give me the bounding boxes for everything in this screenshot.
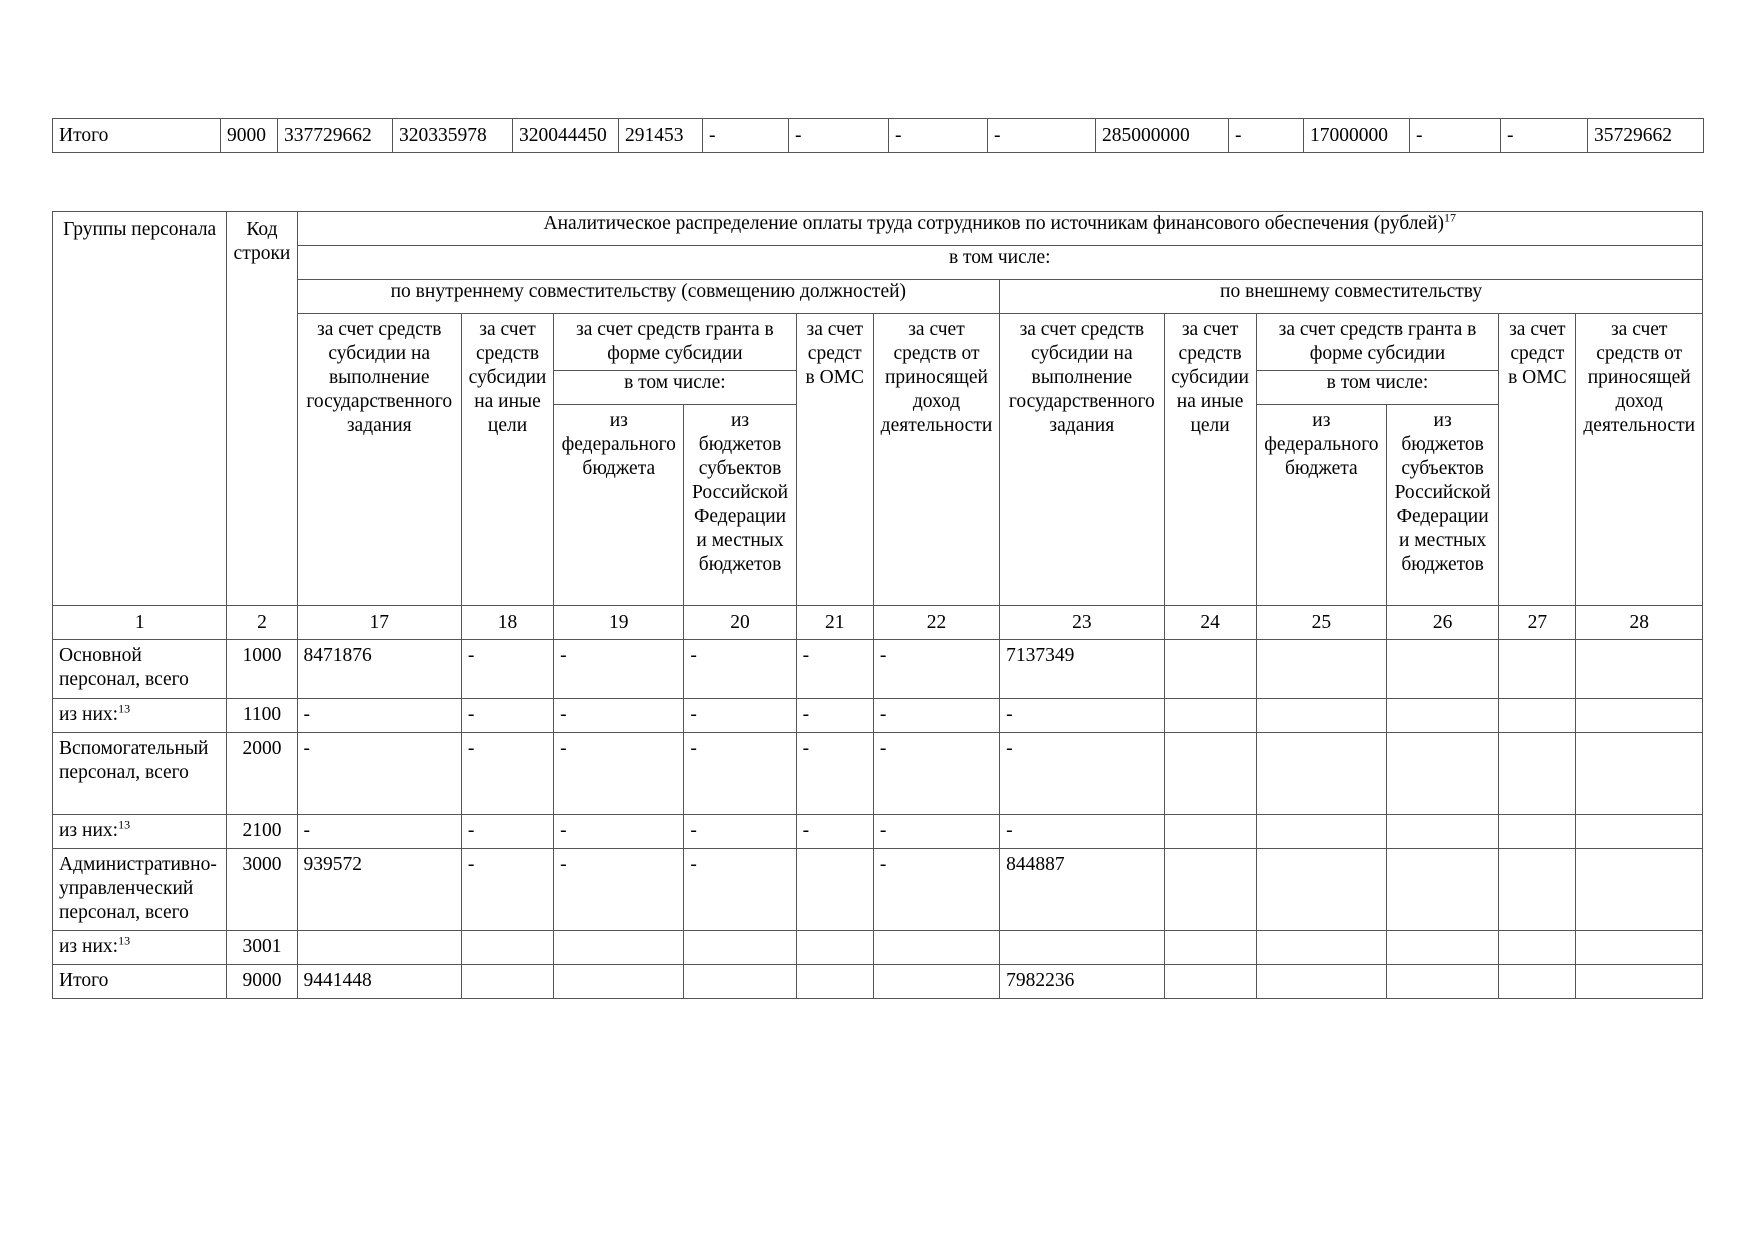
header-code: Код строки — [227, 212, 297, 606]
cell-value: - — [554, 640, 684, 699]
row-code: 3001 — [227, 931, 297, 965]
cell-value — [461, 965, 553, 999]
summary-label: Итого — [53, 119, 221, 153]
header-internal-oms: за счет средст в ОМС — [796, 314, 873, 606]
footnote-marker: 13 — [118, 701, 131, 716]
header-internal-regional: из бюджетов субъектов Российской Федерации и местных бюджетов — [684, 405, 796, 606]
cell-value — [1387, 965, 1499, 999]
summary-total-table — [52, 118, 1704, 153]
header-including: в том числе: — [297, 246, 1702, 280]
cell-value — [1164, 733, 1256, 815]
table-row — [53, 733, 1703, 815]
row-code: 9000 — [227, 965, 297, 999]
row-code: 2000 — [227, 733, 297, 815]
table-row — [53, 849, 1703, 931]
row-label-text: из них: — [59, 704, 119, 725]
column-number: 2 — [227, 606, 297, 640]
summary-value: 320335978 — [393, 119, 513, 153]
header-title: Аналитическое распределение оплаты труда сотрудников по источникам финансового обеспечения (рублей)$^{17}$ — [297, 212, 1702, 246]
summary-total-row — [53, 119, 1704, 153]
header-groups: Группы персонала — [53, 212, 227, 606]
summary-value: 17000000 — [1304, 119, 1410, 153]
cell-value: - — [684, 815, 796, 849]
cell-value — [1576, 931, 1703, 965]
footnote-marker: 13 — [118, 817, 131, 832]
cell-value: - — [873, 699, 999, 733]
table-row — [53, 699, 1703, 733]
header-internal-income: за счет средств от приносящей доход деятельности — [873, 314, 999, 606]
cell-value: - — [796, 815, 873, 849]
cell-value: - — [554, 733, 684, 815]
cell-value — [1576, 965, 1703, 999]
column-number: 27 — [1499, 606, 1576, 640]
table-row — [53, 965, 1703, 999]
cell-value: - — [873, 733, 999, 815]
cell-value — [1164, 931, 1256, 965]
header-external-subsidy-other: за счет средств субсидии на иные цели — [1164, 314, 1256, 606]
cell-value: - — [461, 733, 553, 815]
payroll-distribution-table — [52, 211, 1703, 999]
cell-value — [1256, 640, 1386, 699]
row-label-text: Основной персонал, всего — [59, 645, 189, 690]
cell-value — [1164, 965, 1256, 999]
row-label — [53, 733, 227, 815]
row-label-text: Итого — [59, 970, 109, 991]
cell-value: 939572 — [297, 849, 461, 931]
header-internal-grant-including: в том числе: — [554, 371, 797, 405]
cell-value — [1256, 815, 1386, 849]
row-code: 2100 — [227, 815, 297, 849]
cell-value — [796, 931, 873, 965]
summary-value: 35729662 — [1588, 119, 1704, 153]
cell-value: 7137349 — [1000, 640, 1164, 699]
summary-value: - — [988, 119, 1096, 153]
cell-value — [1576, 815, 1703, 849]
cell-value: - — [873, 640, 999, 699]
cell-value — [684, 931, 796, 965]
cell-value — [796, 965, 873, 999]
cell-value: - — [554, 815, 684, 849]
cell-value: - — [796, 699, 873, 733]
header-external: по внешнему совместительству — [1000, 280, 1703, 314]
cell-value — [1576, 640, 1703, 699]
cell-value: - — [684, 699, 796, 733]
column-number: 28 — [1576, 606, 1703, 640]
summary-value: - — [703, 119, 789, 153]
cell-value — [1000, 931, 1164, 965]
cell-value: - — [684, 849, 796, 931]
cell-value — [1164, 640, 1256, 699]
cell-value — [684, 965, 796, 999]
cell-value — [461, 931, 553, 965]
cell-value — [1256, 965, 1386, 999]
cell-value: - — [796, 640, 873, 699]
cell-value — [1387, 849, 1499, 931]
header-internal-federal: из федерального бюджета — [554, 405, 684, 606]
column-number: 25 — [1256, 606, 1386, 640]
cell-value: - — [461, 849, 553, 931]
cell-value: 844887 — [1000, 849, 1164, 931]
cell-value — [1499, 699, 1576, 733]
cell-value: 9441448 — [297, 965, 461, 999]
column-number: 23 — [1000, 606, 1164, 640]
summary-value: - — [1410, 119, 1501, 153]
header-external-oms: за счет средст в ОМС — [1499, 314, 1576, 606]
cell-value — [873, 931, 999, 965]
row-label-text: Вспомогательный персонал, всего — [59, 738, 209, 783]
cell-value — [1499, 815, 1576, 849]
column-number: 1 — [53, 606, 227, 640]
column-number: 22 — [873, 606, 999, 640]
cell-value: - — [684, 733, 796, 815]
cell-value: - — [554, 849, 684, 931]
cell-value — [1164, 815, 1256, 849]
footnote-marker: 17 — [1444, 210, 1457, 225]
header-external-subsidy-task: за счет средств субсидии на выполнение государственного задания — [1000, 314, 1164, 606]
row-code: 1100 — [227, 699, 297, 733]
header-external-regional: из бюджетов субъектов Российской Федерации и местных бюджетов — [1387, 405, 1499, 606]
cell-value: - — [297, 815, 461, 849]
cell-value — [1164, 699, 1256, 733]
cell-value — [1576, 733, 1703, 815]
column-number: 26 — [1387, 606, 1499, 640]
summary-value: - — [889, 119, 988, 153]
column-number: 19 — [554, 606, 684, 640]
summary-value: 285000000 — [1096, 119, 1229, 153]
row-label — [53, 965, 227, 999]
cell-value: - — [297, 699, 461, 733]
column-number: 18 — [461, 606, 553, 640]
cell-value: - — [873, 849, 999, 931]
summary-value: 320044450 — [513, 119, 619, 153]
cell-value — [1387, 699, 1499, 733]
row-code: 1000 — [227, 640, 297, 699]
cell-value — [1499, 965, 1576, 999]
header-external-grant: за счет средств гранта в форме субсидии — [1256, 314, 1499, 371]
footnote-marker: 13 — [118, 933, 131, 948]
cell-value — [796, 849, 873, 931]
cell-value — [1164, 849, 1256, 931]
header-external-income: за счет средств от приносящей доход деятельности — [1576, 314, 1703, 606]
cell-value — [297, 931, 461, 965]
cell-value — [1387, 640, 1499, 699]
table-row — [53, 640, 1703, 699]
cell-value: - — [1000, 815, 1164, 849]
row-label-text: из них: — [59, 936, 119, 957]
summary-value: - — [1501, 119, 1588, 153]
cell-value — [1256, 931, 1386, 965]
header-internal: по внутреннему совместительству (совмещению должностей) — [297, 280, 1000, 314]
row-label — [53, 699, 227, 733]
column-number: 24 — [1164, 606, 1256, 640]
row-label-text: Административно-управленческий персонал, всего — [59, 854, 217, 923]
cell-value: - — [554, 699, 684, 733]
cell-value — [1499, 640, 1576, 699]
row-label-text: из них: — [59, 820, 119, 841]
cell-value: - — [684, 640, 796, 699]
row-label — [53, 640, 227, 699]
column-numbers-row — [53, 606, 1703, 640]
cell-value: 8471876 — [297, 640, 461, 699]
column-number: 21 — [796, 606, 873, 640]
cell-value — [1499, 733, 1576, 815]
cell-value — [1499, 931, 1576, 965]
summary-value: 291453 — [619, 119, 703, 153]
cell-value: - — [1000, 733, 1164, 815]
summary-value: - — [1229, 119, 1304, 153]
cell-value: - — [297, 733, 461, 815]
header-external-grant-including: в том числе: — [1256, 371, 1499, 405]
cell-value — [1256, 849, 1386, 931]
row-label — [53, 931, 227, 965]
cell-value — [1256, 733, 1386, 815]
row-label — [53, 815, 227, 849]
cell-value — [1576, 699, 1703, 733]
header-internal-subsidy-other: за счет средств субсидии на иные цели — [461, 314, 553, 606]
cell-value — [1499, 849, 1576, 931]
cell-value — [873, 965, 999, 999]
cell-value — [1256, 699, 1386, 733]
table-row — [53, 815, 1703, 849]
cell-value — [1576, 849, 1703, 931]
summary-value: - — [789, 119, 889, 153]
cell-value — [1387, 733, 1499, 815]
cell-value — [1387, 815, 1499, 849]
cell-value — [554, 965, 684, 999]
cell-value: - — [461, 815, 553, 849]
header-internal-subsidy-task: за счет средств субсидии на выполнение государственного задания — [297, 314, 461, 606]
summary-code: 9000 — [221, 119, 278, 153]
cell-value: 7982236 — [1000, 965, 1164, 999]
cell-value — [1387, 931, 1499, 965]
header-internal-grant: за счет средств гранта в форме субсидии — [554, 314, 797, 371]
column-number: 20 — [684, 606, 796, 640]
header-external-federal: из федерального бюджета — [1256, 405, 1386, 606]
summary-value: 337729662 — [278, 119, 393, 153]
cell-value: - — [461, 699, 553, 733]
cell-value: - — [1000, 699, 1164, 733]
cell-value — [554, 931, 684, 965]
column-number: 17 — [297, 606, 461, 640]
cell-value: - — [873, 815, 999, 849]
table-row — [53, 931, 1703, 965]
row-code: 3000 — [227, 849, 297, 931]
cell-value: - — [796, 733, 873, 815]
row-label — [53, 849, 227, 931]
cell-value: - — [461, 640, 553, 699]
